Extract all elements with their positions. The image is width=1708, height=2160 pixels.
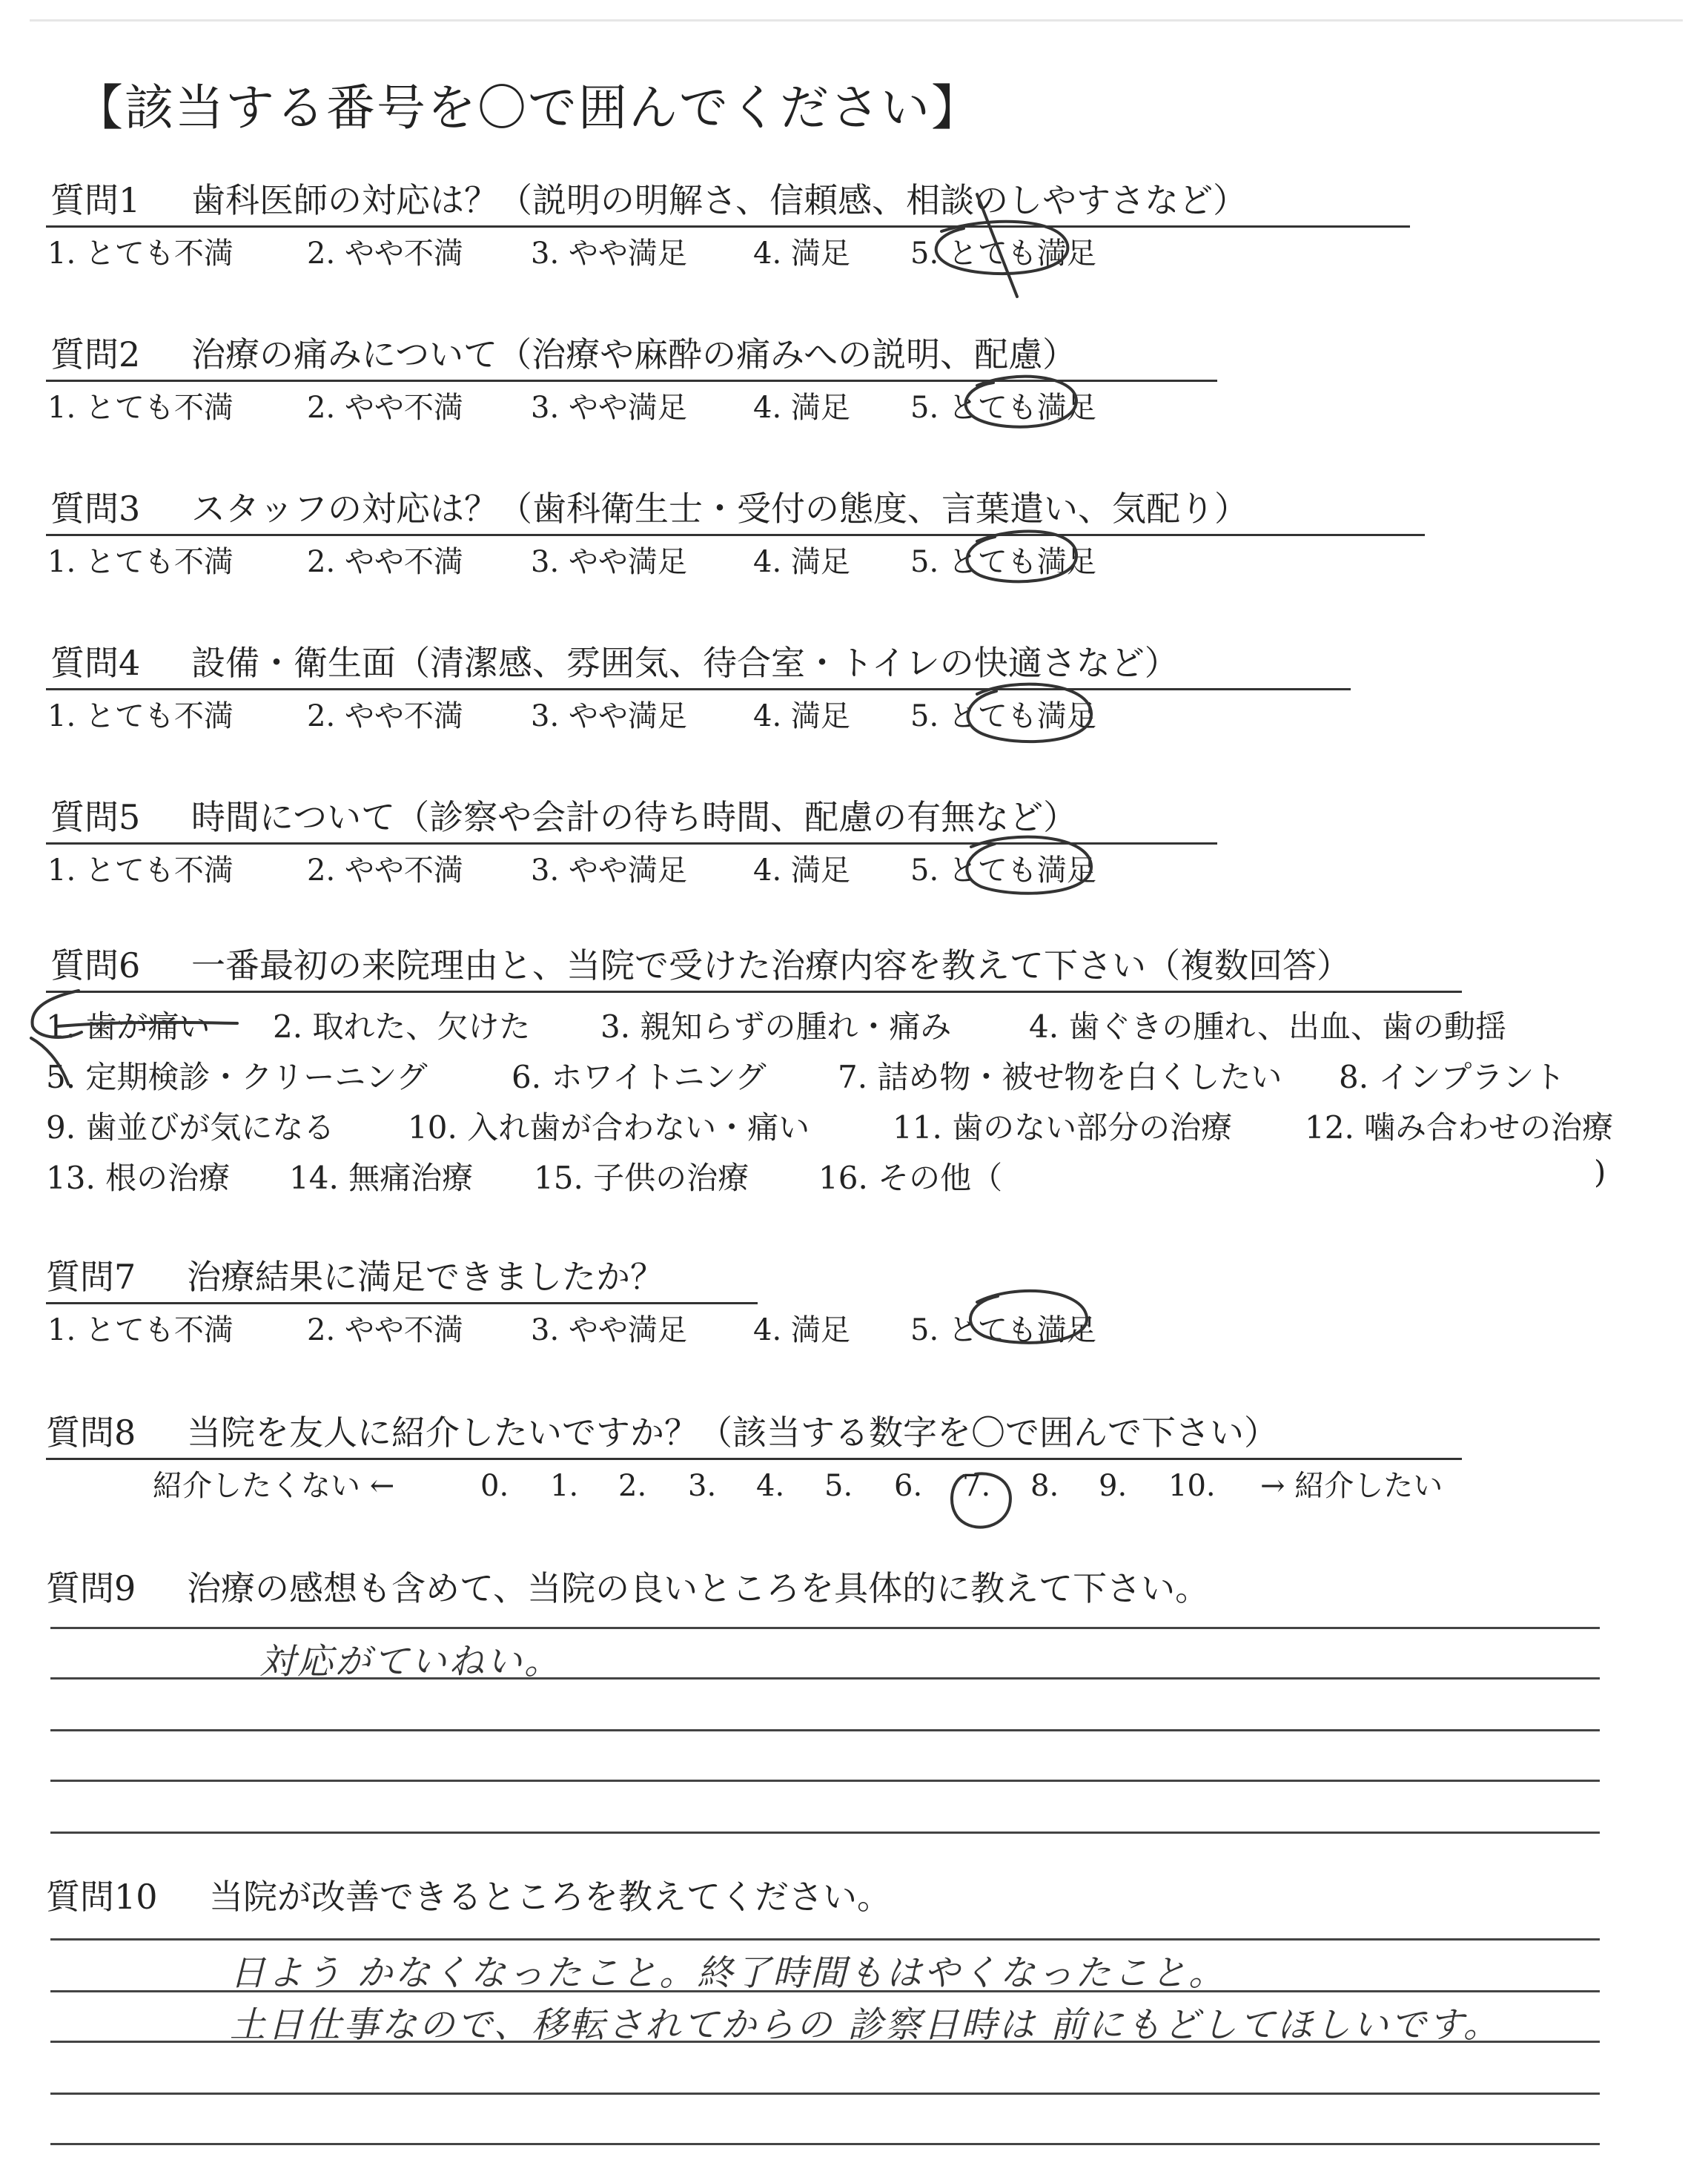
q10-answer-line-1[interactable]: 日よう かなくなったこと。終了時間もはやくなったこと。 (230, 1952, 1227, 1994)
q10-text: 当院が改善できるところを教えてください。 (209, 1877, 891, 1917)
q4-option-4[interactable]: 4. 満足 (753, 699, 850, 733)
q8-num-5[interactable]: 5. (824, 1469, 853, 1503)
q5-option-2[interactable]: 2. やや不満 (307, 853, 463, 888)
q8-num-4[interactable]: 4. (756, 1469, 785, 1503)
q2-option-3[interactable]: 3. やや満足 (531, 391, 687, 425)
q2-option-1[interactable]: 1. とても不満 (47, 391, 234, 425)
q9-answer[interactable]: 対応がていねい。 (259, 1641, 563, 1682)
q1-option-5[interactable]: 5. とても満足 (910, 237, 1096, 271)
q8-title (46, 1410, 1278, 1455)
q10-answer-line-2[interactable]: 土日仕事なので、移転されてからの 診察日時は 前にもどしてほしいです。 (230, 2004, 1501, 2046)
form-heading: 【該当する番号を〇で囲んでください】 (74, 79, 982, 136)
q6-option-5[interactable]: 5. 定期検診・クリーニング (46, 1059, 428, 1095)
q8-num-6[interactable]: 6. (894, 1469, 923, 1503)
q4-text: 設備・衛生面（清潔感、雰囲気、待合室・トイレの快適さなど） (191, 643, 1179, 683)
q10-line-5 (50, 2143, 1600, 2145)
q1-option-1[interactable]: 1. とても不満 (47, 237, 234, 271)
q9-label: 質問9 (46, 1568, 136, 1608)
q1-label: 質問1 (50, 180, 141, 220)
q7-option-3[interactable]: 3. やや満足 (531, 1313, 687, 1347)
q4-title (50, 641, 1179, 685)
q3-option-1[interactable]: 1. とても不満 (47, 545, 234, 579)
q8-num-8[interactable]: 8. (1030, 1469, 1059, 1503)
q6-underline (46, 991, 1462, 993)
q5-text: 時間について（診察や会計の待ち時間、配慮の有無など） (191, 797, 1078, 837)
q6-option-1[interactable]: 1. 歯が痛い (46, 1008, 211, 1045)
q8-left-label: 紹介したくない ← (153, 1469, 395, 1503)
q8-right-label: → 紹介したい (1260, 1469, 1443, 1503)
q1-options (0, 233, 1708, 277)
q7-option-4[interactable]: 4. 満足 (753, 1313, 850, 1347)
q9-text: 治療の感想も含めて、当院の良いところを具体的に教えて下さい。 (187, 1568, 1210, 1608)
q9-line-4 (50, 1780, 1600, 1782)
q3-title (50, 486, 1248, 531)
q3-underline (46, 534, 1425, 536)
q7-text: 治療結果に満足できましたか？ (187, 1257, 664, 1297)
q4-options (0, 696, 1708, 740)
q7-options (0, 1309, 1708, 1354)
q3-label: 質問3 (50, 489, 141, 529)
q10-line-4 (50, 2093, 1600, 2095)
q6-option-11[interactable]: 11. 歯のない部分の治療 (893, 1109, 1233, 1146)
q3-option-4[interactable]: 4. 満足 (753, 545, 850, 579)
q2-option-2[interactable]: 2. やや不満 (307, 391, 463, 425)
q2-option-4[interactable]: 4. 満足 (753, 391, 850, 425)
q2-text: 治療の痛みについて（治療や麻酔の痛みへの説明、配慮） (191, 334, 1077, 374)
q6-title (50, 943, 1351, 988)
q3-text: スタッフの対応は？（歯科衛生士・受付の態度、言葉遣い、気配り） (191, 489, 1248, 529)
q4-option-1[interactable]: 1. とても不満 (47, 699, 234, 733)
q9-line-3 (50, 1729, 1600, 1731)
q4-underline (46, 688, 1351, 690)
q4-label: 質問4 (50, 643, 141, 683)
q8-num-1[interactable]: 1. (550, 1469, 579, 1503)
q5-option-5[interactable]: 5. とても満足 (910, 853, 1096, 888)
q10-line-1 (50, 1938, 1600, 1941)
q6-option-6[interactable]: 6. ホワイトニング (512, 1059, 767, 1095)
q5-underline (46, 842, 1217, 845)
q2-option-5[interactable]: 5. とても満足 (910, 391, 1096, 425)
q5-option-1[interactable]: 1. とても不満 (47, 853, 234, 888)
q6-label: 質問6 (50, 945, 141, 985)
q6-option-16-close: ) (1594, 1154, 1606, 1190)
q9-line-1 (50, 1627, 1600, 1629)
q2-label: 質問2 (50, 334, 141, 374)
q8-num-3[interactable]: 3. (688, 1469, 717, 1503)
q4-option-3[interactable]: 3. やや満足 (531, 699, 687, 733)
top-rule (30, 19, 1683, 22)
q9-title (46, 1566, 1209, 1611)
q7-title (46, 1255, 664, 1299)
q4-option-5[interactable]: 5. とても満足 (910, 699, 1096, 733)
q5-option-3[interactable]: 3. やや満足 (531, 853, 687, 888)
q6-option-16[interactable]: 16. その他（ (818, 1160, 1003, 1196)
q1-underline (46, 225, 1410, 228)
q2-title (50, 332, 1076, 377)
q1-title (50, 178, 1247, 222)
q8-scale (0, 1465, 1708, 1510)
q3-options (0, 541, 1708, 586)
q6-option-10[interactable]: 10. 入れ歯が合わない・痛い (408, 1109, 810, 1146)
q8-underline (46, 1458, 1462, 1460)
q5-option-4[interactable]: 4. 満足 (753, 853, 850, 888)
q6-option-7[interactable]: 7. 詰め物・被せ物を白くしたい (838, 1059, 1282, 1095)
q5-label: 質問5 (50, 797, 141, 837)
q8-num-10[interactable]: 10. (1168, 1469, 1216, 1503)
q1-option-4[interactable]: 4. 満足 (753, 237, 850, 271)
q6-option-15[interactable]: 15. 子供の治療 (534, 1160, 749, 1196)
q2-underline (46, 380, 1217, 382)
q10-title (46, 1875, 891, 1919)
q6-option-13[interactable]: 13. 根の治療 (46, 1160, 231, 1196)
q6-option-8[interactable]: 8. インプラント (1339, 1059, 1566, 1095)
q9-line-5 (50, 1832, 1600, 1834)
q10-label: 質問10 (46, 1877, 158, 1917)
q3-option-2[interactable]: 2. やや不満 (307, 545, 463, 579)
q7-label: 質問7 (46, 1257, 136, 1297)
q5-title (50, 795, 1077, 839)
q6-option-3[interactable]: 3. 親知らずの腫れ・痛み (600, 1008, 952, 1045)
q6-text: 一番最初の来院理由と、当院で受けた治療内容を教えて下さい（複数回答） (191, 945, 1351, 985)
q5-options (0, 850, 1708, 894)
q8-num-0[interactable]: 0. (480, 1469, 509, 1503)
q8-text: 当院を友人に紹介したいですか？（該当する数字を〇で囲んで下さい） (187, 1413, 1278, 1453)
q8-num-2[interactable]: 2. (618, 1469, 647, 1503)
q6-option-2[interactable]: 2. 取れた、欠けた (273, 1008, 531, 1045)
q6-option-14[interactable]: 14. 無痛治療 (289, 1160, 474, 1196)
q4-option-2[interactable]: 2. やや不満 (307, 699, 463, 733)
q2-options (0, 387, 1708, 432)
q1-option-3[interactable]: 3. やや満足 (531, 237, 687, 271)
q1-text: 歯科医師の対応は？（説明の明解さ、信頼感、相談のしやすさなど） (191, 180, 1248, 220)
q8-num-9[interactable]: 9. (1099, 1469, 1128, 1503)
q7-option-2[interactable]: 2. やや不満 (307, 1313, 463, 1347)
q3-option-3[interactable]: 3. やや満足 (531, 545, 687, 579)
q7-option-1[interactable]: 1. とても不満 (47, 1313, 234, 1347)
q7-option-5[interactable]: 5. とても満足 (910, 1313, 1096, 1347)
q8-num-7[interactable]: 7. (962, 1469, 991, 1503)
q6-option-9[interactable]: 9. 歯並びが気になる (46, 1109, 335, 1146)
q1-option-2[interactable]: 2. やや不満 (307, 237, 463, 271)
q7-underline (46, 1302, 758, 1304)
q8-label: 質問8 (46, 1413, 136, 1453)
q3-option-5[interactable]: 5. とても満足 (910, 545, 1096, 579)
q6-option-4[interactable]: 4. 歯ぐきの腫れ、出血、歯の動揺 (1029, 1008, 1506, 1045)
q6-option-12[interactable]: 12. 噛み合わせの治療 (1305, 1109, 1614, 1146)
